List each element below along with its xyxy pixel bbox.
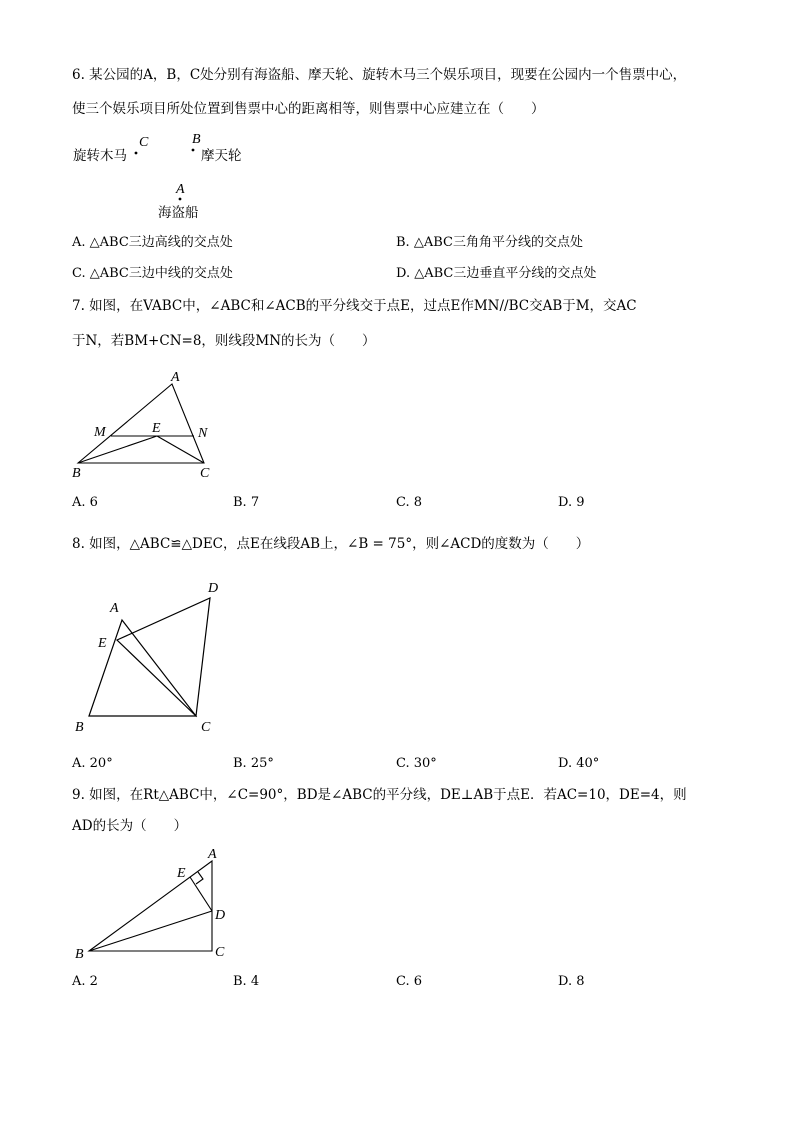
q8-option-a[interactable]: A. 20° xyxy=(72,756,113,771)
q9-option-d[interactable]: D. 8 xyxy=(558,974,585,989)
q8-label-e: E xyxy=(98,636,107,651)
q8-label-d: D xyxy=(208,581,219,596)
q9-stem-line1: 9. 如图，在Rt△ABC中，∠C=90°，BD是∠ABC的平分线，DE⊥AB于点E．若AC=10，DE=4，则 xyxy=(72,787,687,803)
q9-label-e: E xyxy=(177,866,186,881)
q8-label-c: C xyxy=(201,720,211,735)
q9-triangle-abc xyxy=(89,861,212,951)
q8-stem-line1: 8. 如图，△ABC≌△DEC，点E在线段AB上，∠B = 75°，则∠ACD的度数为（ ） xyxy=(72,536,590,552)
q6-label-carousel: 旋转木马 xyxy=(73,148,127,164)
q7-label-n: N xyxy=(198,426,208,441)
q9-segment-de xyxy=(190,877,212,911)
q9-option-a[interactable]: A. 2 xyxy=(72,974,98,989)
q6-option-c[interactable]: C. △ABC三边中线的交点处 xyxy=(72,266,233,281)
q7-label-c: C xyxy=(200,466,210,481)
q8-option-b[interactable]: B. 25° xyxy=(233,756,274,771)
q9-label-a: A xyxy=(208,847,217,862)
q9-label-b: B xyxy=(75,947,84,962)
q7-label-b: B xyxy=(72,466,81,481)
q7-stem-line1: 7. 如图，在VABC中，∠ABC和∠ACB的平分线交于点E，过点E作MN//BC交AB于M，交AC xyxy=(72,298,637,314)
q8-label-b: B xyxy=(75,720,84,735)
q7-label-a: A xyxy=(171,370,180,385)
q8-option-d[interactable]: D. 40° xyxy=(558,756,600,771)
q8-label-a: A xyxy=(110,601,119,616)
q6-label-pirate-ship: 海盗船 xyxy=(158,205,199,221)
q6-point-a-label: A xyxy=(176,182,185,197)
q6-point-c-label: C xyxy=(139,135,149,150)
q9-label-d: D xyxy=(215,908,226,923)
q6-point-b-label: B xyxy=(192,132,201,147)
q7-stem-line2: 于N，若BM+CN=8，则线段MN的长为（ ） xyxy=(72,333,376,349)
q9-option-c[interactable]: C. 6 xyxy=(396,974,423,989)
q9-label-c: C xyxy=(215,945,225,960)
q7-option-d[interactable]: D. 9 xyxy=(558,495,585,510)
q7-option-a[interactable]: A. 6 xyxy=(72,495,98,510)
q7-option-b[interactable]: B. 7 xyxy=(233,495,260,510)
q9-stem-line2: AD的长为（ ） xyxy=(72,818,188,834)
q9-option-b[interactable]: B. 4 xyxy=(233,974,260,989)
q8-option-c[interactable]: C. 30° xyxy=(396,756,437,771)
q6-option-d[interactable]: D. △ABC三边垂直平分线的交点处 xyxy=(396,266,597,281)
q7-option-c[interactable]: C. 8 xyxy=(396,495,423,510)
q6-stem-line1: 6. 某公园的A，B，C处分别有海盗船、摩天轮、旋转木马三个娱乐项目，现要在公园内一个售票中心， xyxy=(72,67,687,83)
q6-option-b[interactable]: B. △ABC三角角平分线的交点处 xyxy=(396,235,583,250)
q9-right-angle-mark xyxy=(196,872,203,884)
q7-label-e: E xyxy=(152,421,161,436)
q9-segment-bd xyxy=(89,911,212,951)
q7-label-m: M xyxy=(94,425,106,440)
q6-label-ferris-wheel: 摩天轮 xyxy=(201,148,242,164)
q6-stem-line2: 使三个娱乐项目所处位置到售票中心的距离相等，则售票中心应建立在（ ） xyxy=(72,101,545,117)
q6-option-a[interactable]: A. △ABC三边高线的交点处 xyxy=(72,235,233,250)
